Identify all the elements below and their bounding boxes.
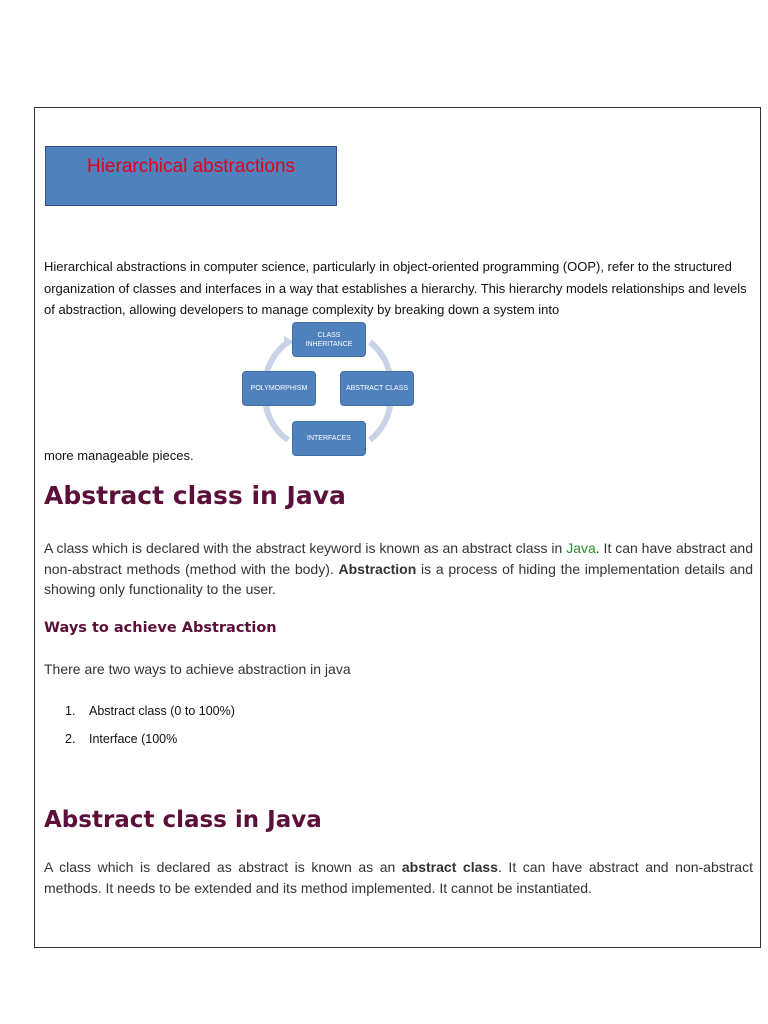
section2-text-1: A class which is declared as abstract is known as an: [44, 859, 402, 875]
node-abstract-class: ABSTRACT CLASS: [340, 371, 414, 406]
section1-text-2: . It can have abstract and non-abstract methods (method with the body).: [44, 540, 753, 577]
ways-intro: There are two ways to achieve abstraction in java: [44, 661, 351, 677]
list-item: [65, 704, 235, 732]
intro-paragraph-end: more manageable pieces.: [44, 448, 194, 463]
section1-text-3: is a process of hiding the implementation details and showing only functionality to the user.: [44, 560, 753, 597]
section1-heading: Abstract class in Java: [44, 481, 346, 510]
arc-bottom-left: [266, 406, 288, 440]
ways-subheading: Ways to achieve Abstraction: [44, 620, 277, 636]
document-page: [34, 107, 761, 948]
section2-text-2: . It can have abstract and non-abstract methods. It needs to be extended and its method implemented. It cannot be instantiated.: [44, 859, 753, 896]
section2-bold: abstract class: [401, 859, 498, 875]
list-text: Abstract class (0 to 100%): [89, 704, 235, 718]
page-title: Hierarchical abstractions: [86, 156, 296, 177]
java-link[interactable]: Java: [566, 540, 596, 556]
intro-paragraph: Hierarchical abstractions in computer science, particularly in object-oriented programming (OOP), refer to the structured organization of classes and interfaces in a way that establishes a hierarchy. This hierarchy models relationships and levels of abstraction, allowing developers to manage complexity by breaking down a system into: [44, 259, 747, 317]
node-class-inheritance: [292, 322, 366, 357]
section1-paragraph: [44, 538, 753, 600]
list-item: [65, 732, 235, 760]
abstraction-cycle-diagram: [240, 320, 416, 460]
list-number: 2.: [65, 732, 76, 746]
section2-paragraph: [44, 857, 753, 898]
arc-bottom-right: [370, 406, 390, 440]
node-class-inheritance-line2: INHERITANCE: [305, 340, 353, 348]
title-box: [45, 146, 337, 206]
list-number: 1.: [65, 704, 76, 718]
list-text: Interface (100%: [89, 732, 178, 746]
node-interfaces: INTERFACES: [292, 421, 366, 456]
node-class-inheritance-line1: CLASS: [317, 331, 341, 339]
section1-text-1: A class which is declared with the abstract keyword is known as an abstract class in: [44, 540, 567, 556]
ways-list: [65, 704, 235, 760]
section1-bold: Abstraction: [338, 560, 417, 577]
node-polymorphism: POLYMORPHISM: [242, 371, 316, 406]
section2-heading: Abstract class in Java: [44, 807, 322, 833]
